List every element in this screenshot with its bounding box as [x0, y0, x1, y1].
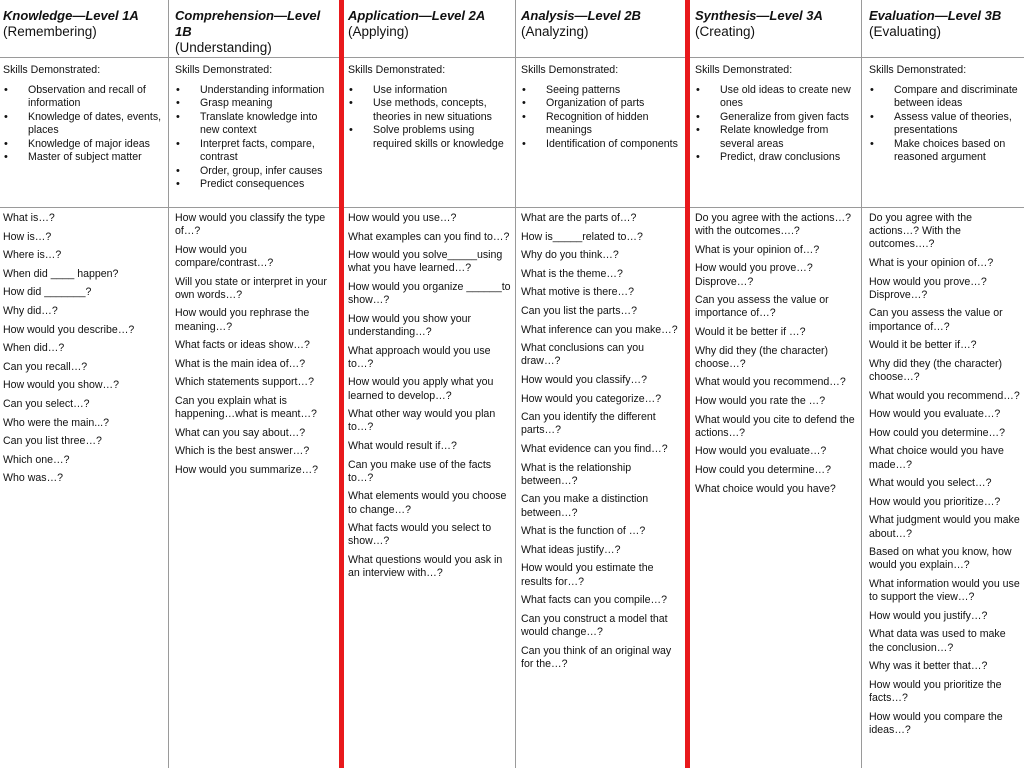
question: What evidence can you find…?	[521, 442, 668, 455]
skill-item: • Order, group, infer causes	[175, 165, 336, 179]
questions-list	[869, 212, 1020, 742]
skills-list	[521, 84, 682, 152]
skills-section	[695, 64, 856, 165]
question: Based on what you know, how would you explain…?	[869, 546, 1012, 572]
question: What elements would you choose to change…?	[348, 490, 507, 516]
question: What is the relationship between…?	[521, 461, 632, 487]
questions-list	[3, 212, 164, 491]
skill-item: • Make choices based on reasoned argument	[869, 138, 1020, 165]
skill-item: • Knowledge of dates, events, places	[3, 111, 164, 138]
skills-list	[348, 84, 511, 152]
level-title: Synthesis—Level 3A	[695, 8, 823, 23]
question: How is_____related to…?	[521, 230, 643, 243]
skill-item: • Organization of parts	[521, 97, 682, 111]
level-title: Evaluation—Level 3B	[869, 8, 1002, 23]
question: What choice would you have?	[695, 482, 836, 495]
questions-list	[521, 212, 682, 676]
question: When did…?	[3, 342, 65, 355]
question: How would you describe…?	[3, 323, 135, 336]
questions-list	[695, 212, 856, 501]
column-divider	[515, 0, 516, 768]
question: How would you apply what you learned to develop…?	[348, 376, 494, 402]
question: How could you determine…?	[695, 463, 832, 476]
level-subtitle: (Remembering)	[3, 24, 97, 39]
question: What conclusions can you draw…?	[521, 342, 645, 368]
question: What would you cite to defend the actions…?	[695, 413, 855, 439]
skill-item: • Master of subject matter	[3, 151, 164, 165]
question: Will you state or interpret in your own words…?	[175, 275, 327, 301]
skill-item: • Use information	[348, 84, 511, 98]
skill-item: • Compare and discriminate between ideas	[869, 84, 1020, 111]
question: How would you estimate the results for…?	[521, 562, 654, 588]
question: How would you rephrase the meaning…?	[175, 307, 310, 333]
skill-item: • Solve problems using required skills or knowledge	[348, 124, 511, 151]
level-subtitle: (Evaluating)	[869, 24, 942, 39]
column-evaluation	[866, 0, 1024, 768]
question: What can you say about…?	[175, 426, 306, 439]
question: Why was it better that…?	[869, 660, 988, 673]
question: Can you construct a model that would change…?	[521, 612, 668, 638]
column-header	[175, 8, 336, 56]
question: What is…?	[3, 212, 55, 224]
question: What would result if…?	[348, 439, 457, 452]
red-divider	[685, 0, 690, 768]
question: What would you recommend…?	[695, 376, 846, 389]
column-header	[348, 8, 511, 40]
skills-section	[348, 64, 511, 151]
questions-list	[348, 212, 511, 586]
column-comprehension	[172, 0, 340, 768]
question: Do you agree with the actions…? With the outcomes….?	[869, 212, 973, 251]
question: How would you compare/contrast…?	[175, 243, 274, 269]
skills-section	[3, 64, 164, 165]
skill-item: • Predict consequences	[175, 178, 336, 192]
question: Can you assess the value or importance of…?	[695, 294, 829, 320]
column-header	[869, 8, 1020, 40]
question: How would you prioritize…?	[869, 495, 1001, 508]
question: Why do you think…?	[521, 249, 619, 262]
question: What choice would you have made…?	[869, 445, 1004, 471]
question: Which one…?	[3, 453, 70, 466]
question: How would you prove…? Disprove…?	[695, 262, 813, 288]
question: Can you make use of the facts to…?	[348, 458, 492, 484]
column-divider	[168, 0, 169, 768]
question: Can you list the parts…?	[521, 304, 637, 317]
question: How would you evaluate…?	[869, 408, 1001, 421]
question: What is the function of …?	[521, 525, 646, 538]
question: Can you think of an original way for the…?	[521, 644, 672, 670]
column-header	[695, 8, 856, 40]
skills-list	[175, 84, 336, 192]
question: What information would you use to support the view…?	[869, 577, 1020, 604]
question: What approach would you use to…?	[348, 344, 491, 370]
question: How would you organize ______to show…?	[348, 280, 511, 307]
question: What would you select…?	[869, 477, 992, 490]
question: How would you categorize…?	[521, 392, 662, 405]
question: How would you prioritize the facts…?	[869, 678, 1002, 704]
skills-list	[695, 84, 856, 165]
question: Where is…?	[3, 249, 62, 262]
question: What data was used to make the conclusion…?	[869, 628, 1006, 654]
question: Can you make a distinction between…?	[521, 493, 649, 519]
skill-item: • Knowledge of major ideas	[3, 138, 164, 152]
question: How would you compare the ideas…?	[869, 710, 1003, 736]
skills-section	[869, 64, 1020, 165]
skills-label: Skills Demonstrated:	[521, 64, 619, 76]
question: What inference can you make…?	[521, 323, 678, 336]
skill-item: • Predict, draw conclusions	[695, 151, 856, 165]
question: Why did they (the character) choose…?	[869, 357, 1003, 383]
question: What facts or ideas show…?	[175, 339, 310, 352]
question: What is the main idea of…?	[175, 357, 306, 370]
question: Can you identify the different parts…?	[521, 411, 656, 437]
skills-list	[3, 84, 164, 165]
question: How would you evaluate…?	[695, 445, 827, 458]
level-title: Knowledge—Level 1A	[3, 8, 139, 23]
skills-label: Skills Demonstrated:	[3, 64, 101, 76]
question: Which is the best answer…?	[175, 445, 310, 458]
skill-item: • Translate knowledge into new context	[175, 111, 336, 138]
skill-item: • Interpret facts, compare, contrast	[175, 138, 336, 165]
question: Which statements support…?	[175, 376, 314, 389]
skill-item: • Use methods, concepts, theories in new situations	[348, 97, 511, 124]
question: Can you explain what is happening…what is meant…?	[175, 394, 317, 421]
question: What is your opinion of…?	[869, 257, 994, 269]
skill-item: • Relate knowledge from several areas	[695, 124, 856, 151]
question: How would you prove…? Disprove…?	[869, 275, 987, 301]
skill-item: • Recognition of hidden meanings	[521, 111, 682, 138]
skill-item: • Grasp meaning	[175, 97, 336, 111]
level-subtitle: (Analyzing)	[521, 24, 589, 39]
level-subtitle: (Creating)	[695, 24, 756, 39]
skills-label: Skills Demonstrated:	[348, 64, 446, 76]
question: How would you use…?	[348, 212, 457, 224]
question: How would you justify…?	[869, 609, 988, 622]
question: How would you classify the type of…?	[175, 212, 326, 238]
question: Can you recall…?	[3, 360, 88, 373]
question: What would you recommend…?	[869, 389, 1020, 402]
skill-item: • Seeing patterns	[521, 84, 682, 98]
question: Who was…?	[3, 472, 64, 485]
question: How would you classify…?	[521, 373, 647, 386]
question: Why did…?	[3, 304, 58, 317]
level-title: Comprehension—Level 1B	[175, 8, 321, 39]
question: What motive is there…?	[521, 286, 635, 299]
skill-item: • Generalize from given facts	[695, 111, 856, 125]
skills-section	[175, 64, 336, 192]
skill-item: • Observation and recall of information	[3, 84, 164, 111]
question: How would you rate the …?	[695, 394, 826, 407]
column-header	[521, 8, 682, 40]
level-title: Application—Level 2A	[348, 8, 486, 23]
question: How would you show your understanding…?	[348, 312, 472, 338]
column-analysis	[518, 0, 686, 768]
column-knowledge	[0, 0, 168, 768]
question: Would it be better if …?	[695, 325, 806, 338]
skill-item: • Assess value of theories, presentations	[869, 111, 1020, 138]
column-synthesis	[692, 0, 860, 768]
skill-item: • Understanding information	[175, 84, 336, 98]
skills-label: Skills Demonstrated:	[695, 64, 793, 76]
question: How could you determine…?	[869, 426, 1006, 439]
question: What is the theme…?	[521, 267, 623, 280]
question: What facts can you compile…?	[521, 594, 668, 607]
level-subtitle: (Applying)	[348, 24, 409, 39]
red-divider	[339, 0, 344, 768]
question: What judgment would you make about…?	[869, 514, 1020, 540]
question: What facts would you select to show…?	[348, 522, 492, 548]
column-application	[345, 0, 515, 768]
question: How is…?	[3, 230, 52, 243]
column-header	[3, 8, 164, 40]
question: What are the parts of…?	[521, 212, 637, 224]
level-title: Analysis—Level 2B	[521, 8, 641, 23]
skills-list	[869, 84, 1020, 165]
question: Do you agree with the actions…? with the outcomes….?	[695, 212, 852, 238]
question: What questions would you ask in an interview with…?	[348, 553, 503, 580]
level-subtitle: (Understanding)	[175, 40, 272, 55]
question: What is your opinion of…?	[695, 243, 820, 256]
skills-section	[521, 64, 682, 151]
question: When did ____ happen?	[3, 267, 119, 280]
skill-item: • Use old ideas to create new ones	[695, 84, 856, 111]
question: Would it be better if…?	[869, 339, 977, 352]
questions-list	[175, 212, 336, 483]
question: How would you solve_____using what you have learned…?	[348, 249, 503, 275]
question: Why did they (the character) choose…?	[695, 344, 829, 370]
column-divider	[861, 0, 862, 768]
question: Can you select…?	[3, 397, 90, 410]
question: Who were the main...?	[3, 416, 109, 429]
skills-label: Skills Demonstrated:	[175, 64, 273, 76]
question: What other way would you plan to…?	[348, 408, 496, 434]
question: Can you list three…?	[3, 435, 102, 448]
skill-item: • Identification of components	[521, 138, 682, 152]
skills-label: Skills Demonstrated:	[869, 64, 967, 76]
question: What examples can you find to…?	[348, 230, 510, 243]
question: How did _______?	[3, 286, 92, 299]
question: What ideas justify…?	[521, 543, 621, 556]
question: Can you assess the value or importance of…?	[869, 307, 1003, 333]
question: How would you summarize…?	[175, 463, 319, 476]
question: How would you show…?	[3, 379, 119, 392]
